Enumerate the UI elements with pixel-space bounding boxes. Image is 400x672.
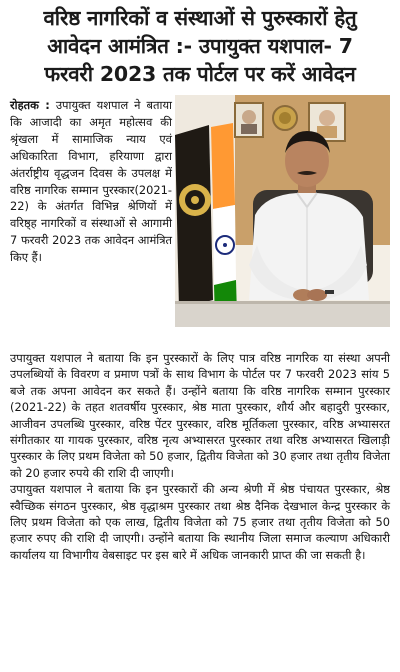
national-flag xyxy=(211,123,237,321)
headline-line-3: फरवरी 2023 तक पोर्टल पर करें आवेदन xyxy=(44,62,356,86)
headline-line-2: आवेदन आमंत्रित :- उपायुक्त यशपाल- 7 xyxy=(47,34,353,58)
dark-flag xyxy=(175,125,213,309)
headline xyxy=(6,4,394,88)
lead-text: उपायुक्त यशपाल ने बताया कि आजादी का अमृत महोत्सव की श्रृंखला में सामाजिक न्याय एवं अधिकारिता विभाग, हरियाणा द्वारा अंतर्राष्ट्रीय वृद्धजन दिवस के उपलक्ष में वरिष्ठ नागरिक सम्मान पुरस्कार(2021-22) के अंतर्गत विभिन्न श्रेणियों में वरिष्ठ्ह नागरिकों व संस्थाओं से आगामी 7 फरवरी 2023 तक आवेदन आमंत्रित किए हैं। xyxy=(10,98,172,265)
dateline: रोहतक : xyxy=(10,98,50,112)
headline-line-1: वरिष्ठ नागरिकों व संस्थाओं से पुरुस्कारों हेतु xyxy=(43,6,357,30)
lead-paragraph xyxy=(10,97,172,266)
news-photo xyxy=(175,95,390,327)
paragraph-3: उपायुक्त यशपाल ने बताया कि इन पुरस्कारों की अन्य श्रेणी में श्रेष्ठ पंचायत पुरस्कार, श्रेष्ठ स्वैच्छिक संगठन पुरस्कार, श्रेष्ठ वृद्धाश्रम पुरस्कार तथा श्रेष्ठ दैनिक देखभाल केन्द्र पुरस्कार के लिए प्रथम विजेता को एक लाख, द्वितीय विजेता को 75 हजार तथा तृतीय विजेता को 50 हजार रुपए की राशि दी जाएगी। उन्होंने बताया कि स्थानीय जिला समाज कल्याण अधिकारी कार्यालय या विभागीय वेबसाइट पर इस बारे में अधिक जानकारी प्राप्त की जा सकती है। xyxy=(10,482,390,562)
wall-emblem xyxy=(273,106,297,130)
paragraph-2: उपायुक्त यशपाल ने बताया कि इन पुरस्कारों के लिए पात्र वरिष्ठ नागरिक या संस्था अपनी उपलब्धियों के विवरण व प्रमाण पत्रों के साथ विभाग के पोर्टल पर 7 फरवरी 2023 सांय 5 बजे तक अपना आवेदन कर सकते हैं। उन्होंने बताया कि वरिष्ठ नागरिक सम्मान पुरस्कार (2021-22) के तहत शतवर्षीय पुरस्कार, श्रेष्ठ माता पुरस्कार, शौर्य और बहादुरी पुरस्कार, आजीवन उपलब्धि पुरस्कार, वरिष्ठ पेंटर पुरस्कार, वरिष्ठ मूर्तिकला पुरस्कार, वरिष्ठ अभ्यासरत संगीतकार या गायक पुरस्कार, वरिष्ठ नृत्य अभ्यासरत पुरस्कार तथा वरिष्ठ अभ्यासरत खिलाड़ी पुरस्कार के लिए प्रथम विजेता को 50 हजार, द्वितीय विजेता को 30 हजार तथा तृतीय विजेता को 20 हजार रुपये की राशि दी जाएगी। xyxy=(10,351,390,480)
article-body xyxy=(10,350,390,563)
wall-portrait-frame xyxy=(235,103,263,137)
